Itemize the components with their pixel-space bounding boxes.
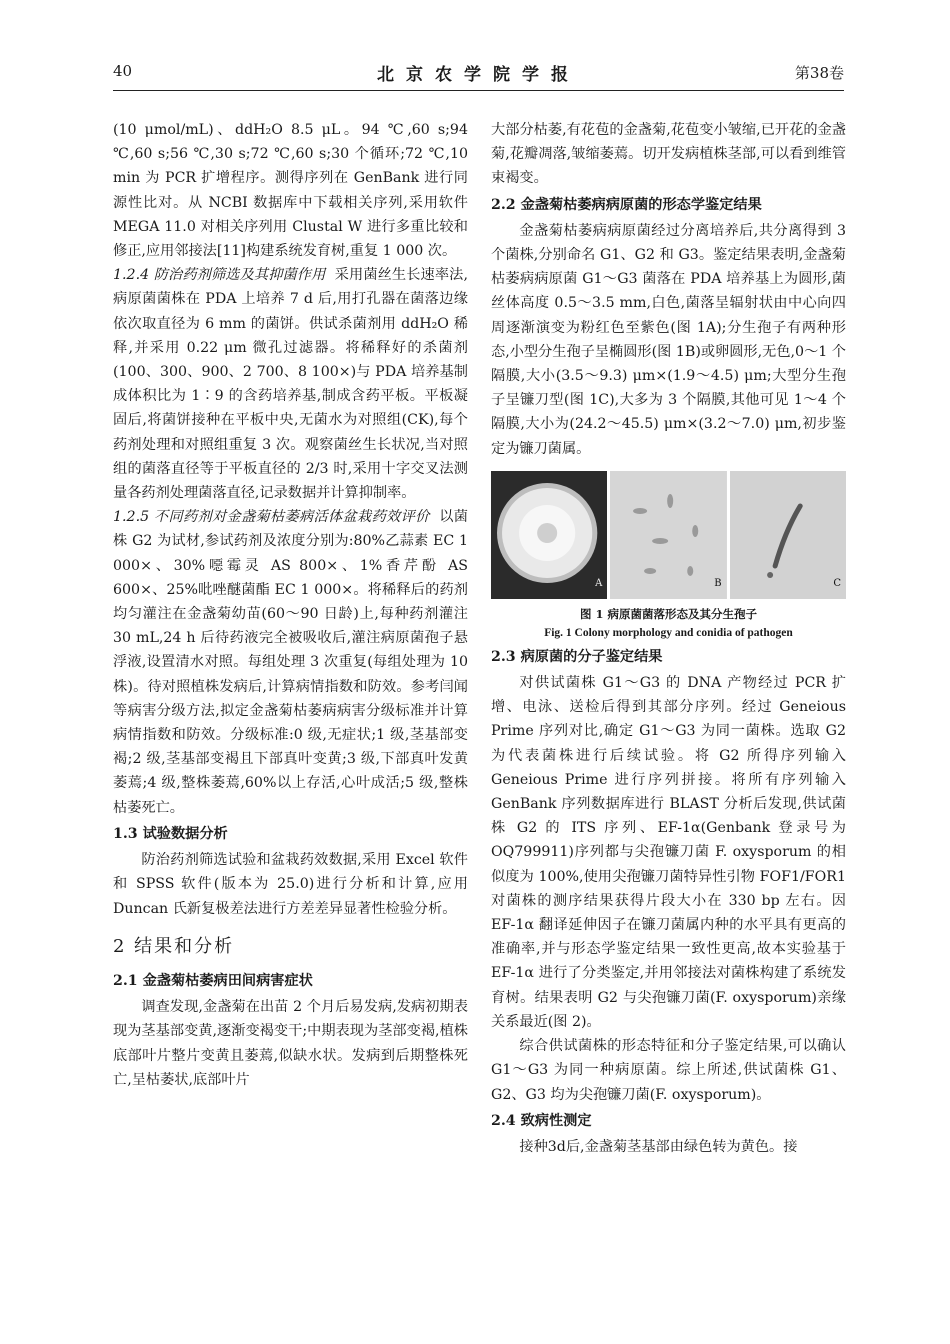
method-pcr-paragraph: (10 μmol/mL)、ddH₂O 8.5 μL。94 ℃,60 s;94 ℃,60 s;56 ℃,30 s;72 ℃,60 s;30 个循环;72 ℃,10 min 为 PCR 扩增程序。测得序列在 GenBank 进行同源性比对。从 NCBI 数据库中下载相关序列,采用软件 MEGA 11.0 对相关序列用 Clustal W 进行多重比较和修正,应用邻接法[11]构建系统发育树,重复 1 000 次。 xyxy=(113,122,468,260)
section-2-2-title: 2.2 金盏菊枯萎病病原菌的形态学鉴定结果 xyxy=(491,196,762,213)
section-2-4-title: 2.4 致病性测定 xyxy=(491,1112,592,1129)
section-1-2-4-body: 采用菌丝生长速率法,病原菌菌株在 PDA 上培养 7 d 后,用打孔器在菌落边缘依次取直径为 6 mm 的菌饼。供试杀菌剂用 ddH₂O 稀释,并采用 0.22 μm 微孔过滤器。将稀释好的杀菌剂(100、300、900、2 700、8 100×)与 PDA 培养基制成体积比为 1∶9 的含药培养基,制成含药平板。平板凝固后,将菌饼接种在平板中央,无菌水为对照组(CK),每个药剂处理和对照组重复 3 次。观察菌丝生长状况,当对照组的菌落直径等于平板直径的 2/3 时,采用十字交叉法测量各药剂处理菌落直径,记录数据并计算抑制率。 xyxy=(113,267,468,502)
right-column xyxy=(491,118,846,1159)
section-2-3-body: 对供试菌株 G1～G3 的 DNA 产物经过 PCR 扩增、电泳、送检后得到其部分序列。经过 Geneious Prime 序列对比,确定 G1～G3 为同一菌株。选取 G2 为代表菌株进行后续试验。将 G2 所得序列输入 Geneious Prime 进行序列拼接。将所有序列输入 GenBank 序列数据库进行 BLAST 分析后发现,供试菌株 G2 的 ITS 序列、EF-1α(Genbank 登录号为 OQ799911)序列都与尖孢镰刀菌 F. oxysporum 的相似度为 100%,使用尖孢镰刀菌特异性引物 FOF1/FOR1 对菌株的测序结果获得片段大小在 330 bp 左右。因 EF-1α 翻译延伸因子在镰刀菌属内种的水平具有更高的准确率,并与形态学鉴定结果一致性更高,故本实验基于 EF-1α 进行了分类鉴定,并用邻接法对菌株构建了系统发育树。结果表明 G2 与尖孢镰刀菌(F. oxysporum)亲缘关系最近(图 2)。 xyxy=(491,675,846,1030)
section-1-2-5-title: 1.2.5 不同药剂对金盏菊枯萎病活体盆栽药效评价 xyxy=(113,509,430,526)
volume-label: 第38卷 xyxy=(794,64,844,82)
microconidia-photo-panel xyxy=(610,471,726,599)
section-2-3-title: 2.3 病原菌的分子鉴定结果 xyxy=(491,648,663,665)
section-1-2-4 xyxy=(113,263,468,505)
symptom-continuation: 大部分枯萎,有花苞的金盏菊,花苞变小皱缩,已开花的金盏菊,花瓣凋落,皱缩萎蔫。切开发病植株茎部,可以看到维管束褐变。 xyxy=(491,122,846,187)
microconidia-image xyxy=(610,471,726,599)
section-1-3-body: 防治药剂筛选试验和盆栽药效数据,采用 Excel 软件和 SPSS 软件(版本为 25.0)进行分析和计算,应用 Duncan 氏新复极差法进行方差差异显著性检验分析。 xyxy=(113,852,468,917)
colony-image xyxy=(491,471,607,599)
summary-paragraph: 综合供试菌株的形态特征和分子鉴定结果,可以确认 G1～G3 为同一种病原菌。综上所述,供试菌株 G1、G2、G3 均为尖孢镰刀菌(F. oxysporum)。 xyxy=(491,1038,846,1103)
macroconidia-image xyxy=(730,471,846,599)
figure-1 xyxy=(491,471,846,599)
colony-photo-panel xyxy=(491,471,607,599)
section-1-2-4-title: 1.2.4 防治药剂筛选及其抑菌作用 xyxy=(113,267,326,284)
section-1-2-5 xyxy=(113,505,468,820)
panel-label-a: A xyxy=(595,577,603,589)
panel-label-c: C xyxy=(833,577,841,589)
left-column xyxy=(113,118,468,1092)
macroconidia-photo-panel xyxy=(730,471,846,599)
section-2-1-body: 调查发现,金盏菊在出苗 2 个月后易发病,发病初期表现为茎基部变黄,逐渐变褐变干;中期表现为茎部变褐,植株底部叶片整片变黄且萎蔫,似缺水状。发病到后期整株死亡,呈枯萎状,底部叶片 xyxy=(113,999,468,1088)
page-number: 40 xyxy=(113,62,133,80)
figure-1-caption-en: Fig. 1 Colony morphology and conidia of pathogen xyxy=(544,626,793,639)
figure-1-caption-cn: 图 1 病原菌菌落形态及其分生孢子 xyxy=(579,606,757,621)
section-2-title: 2 结果和分析 xyxy=(113,935,235,957)
section-2-4-body: 接种3d后,金盏菊茎基部由绿色转为黄色。接 xyxy=(519,1138,798,1155)
page-header xyxy=(113,60,844,91)
section-2-2-body: 金盏菊枯萎病病原菌经过分离培养后,共分离得到 3 个菌株,分别命名 G1、G2 和 G3。鉴定结果表明,金盏菊枯萎病病原菌 G1～G3 菌落在 PDA 培养基上为圆形,菌丝体高度 0.5～3.5 mm,白色,菌落呈辐射状由中心向四周逐渐演变为粉红色至紫色(图 1A);分生孢子有两种形态,小型分生孢子呈椭圆形(图 1B)或卵圆形,无色,0～1 个隔膜,大小(3.5～9.3) μm×(1.9～4.5) μm;大型分生孢子呈镰刀型(图 1C),大多为 3 个隔膜,其他可见 1～4 个隔膜,大小为(24.2～45.5) μm×(3.2～7.0) μm,初步鉴定为镰刀菌属。 xyxy=(491,222,846,457)
panel-label-b: B xyxy=(714,577,722,589)
section-2-1-title: 2.1 金盏菊枯萎病田间病害症状 xyxy=(113,972,313,989)
journal-title: 北京农学院学报 xyxy=(377,65,580,85)
section-1-2-5-body: 以菌株 G2 为试材,参试药剂及浓度分别为:80%乙蒜素 EC 1 000×、30%噁霉灵 AS 800×、1%香芹酚 AS 600×、25%吡唑醚菌酯 EC 1 000×。将稀释后的药剂均匀灌注在金盏菊幼苗(60～90 日龄)上,每种药剂灌注 30 mL,24 h 后待药液完全被吸收后,灌注病原菌孢子悬浮液,设置清水对照。每组处理 3 次重复(每组处理为 10 株)。待对照植株发病后,计算病情指数和防效。参考闫闻等病害分级方法,拟定金盏菊枯萎病病害分级标准并计算病情指数和防效。分级标准:0 级,无症状;1 级,茎基部变褐;2 级,茎基部变褐且下部真叶变黄;3 级,下部真叶发黄萎蔫;4 级,整株萎蔫,60%以上存活,心叶成活;5 级,整株枯萎死亡。 xyxy=(113,509,468,816)
section-1-3-title: 1.3 试验数据分析 xyxy=(113,825,228,842)
